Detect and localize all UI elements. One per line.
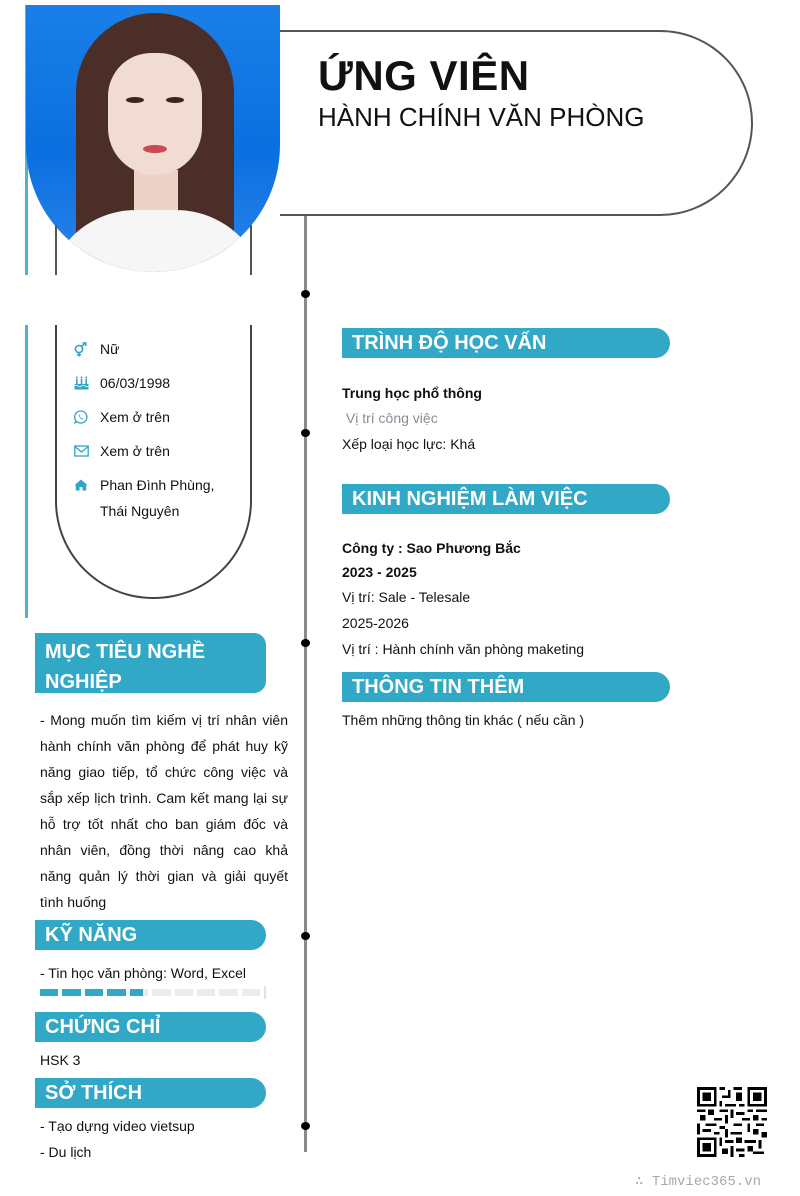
whatsapp-phone-icon [74, 408, 100, 426]
experience-role: Vị trí : Hành chính văn phòng maketing [342, 641, 585, 657]
job-title: HÀNH CHÍNH VĂN PHÒNG [318, 102, 645, 132]
experience-company: Công ty : Sao Phương Bắc [342, 540, 521, 556]
contact-gender [74, 340, 119, 362]
envelope-icon [74, 442, 100, 460]
gender-value: Nữ [100, 341, 120, 357]
experience-role: Vị trí: Sale - Telesale [342, 589, 471, 605]
certificate-item: HSK 3 [40, 1052, 81, 1068]
contact-email [74, 442, 170, 464]
education-position-placeholder: Vị trí công việc [342, 410, 438, 426]
timeline-dot [301, 932, 310, 940]
section-header-skills: KỸ NĂNG [35, 920, 266, 950]
timeline-dot [301, 1122, 310, 1130]
left-accent-line-bottom [25, 325, 28, 618]
address-value: Phan Đình Phùng, Thái Nguyên [100, 477, 215, 519]
contact-frame-stub [55, 225, 57, 275]
timeline-line [304, 216, 307, 1152]
phone-value: Xem ở trên [100, 409, 170, 425]
birthday-value: 06/03/1998 [100, 375, 171, 391]
qr-code-icon [697, 1087, 767, 1157]
gender-icon [74, 340, 100, 358]
candidate-name: ỨNG VIÊN [318, 52, 530, 99]
section-header-education: TRÌNH ĐỘ HỌC VẤN [342, 328, 670, 358]
birthday-cake-icon [74, 374, 100, 392]
skill-level-bar [40, 989, 266, 996]
contact-address [74, 476, 214, 524]
additional-info-text: Thêm những thông tin khác ( nếu cần ) [342, 712, 585, 728]
section-header-certificates: CHỨNG CHỈ [35, 1012, 266, 1042]
watermark: ∴ Timviec365.vn [635, 1174, 762, 1190]
timeline-dot [301, 639, 310, 647]
skill-label: - Tin học văn phòng: Word, Excel [40, 965, 246, 981]
hobby-item: - Tạo dựng video vietsup [40, 1118, 195, 1134]
section-header-experience: KINH NGHIỆM LÀM VIỆC [342, 484, 670, 514]
contact-frame-stub [250, 225, 252, 275]
home-icon [74, 476, 100, 494]
experience-period: 2025-2026 [342, 615, 409, 631]
contact-birthday [74, 374, 170, 396]
section-header-additional-info: THÔNG TIN THÊM [342, 672, 670, 702]
experience-period: 2023 - 2025 [342, 564, 417, 580]
contact-phone [74, 408, 170, 430]
objective-text: - Mong muốn tìm kiếm vị trí nhân viên hành chính văn phòng để phát huy kỹ năng giao tiếp, tổ chức công việc và sắp xếp lịch trình. Cam kết mang lại sự hỗ trợ tốt nhất cho ban giám đốc và nhân viên, đồng thời nâng cao khả năng quản lý thời gian và giải quyết tình huống [40, 712, 288, 910]
education-school: Trung học phổ thông [342, 385, 482, 401]
email-value: Xem ở trên [100, 443, 170, 459]
timeline-dot [301, 290, 310, 298]
education-grade: Xếp loại học lực: Khá [342, 436, 476, 452]
avatar-photo [26, 5, 280, 272]
section-header-hobbies: SỞ THÍCH [35, 1078, 266, 1108]
timeline-dot [301, 429, 310, 437]
section-header-objective: MỤC TIÊU NGHỀ NGHIỆP [35, 633, 266, 693]
hobby-item: - Du lịch [40, 1144, 92, 1160]
